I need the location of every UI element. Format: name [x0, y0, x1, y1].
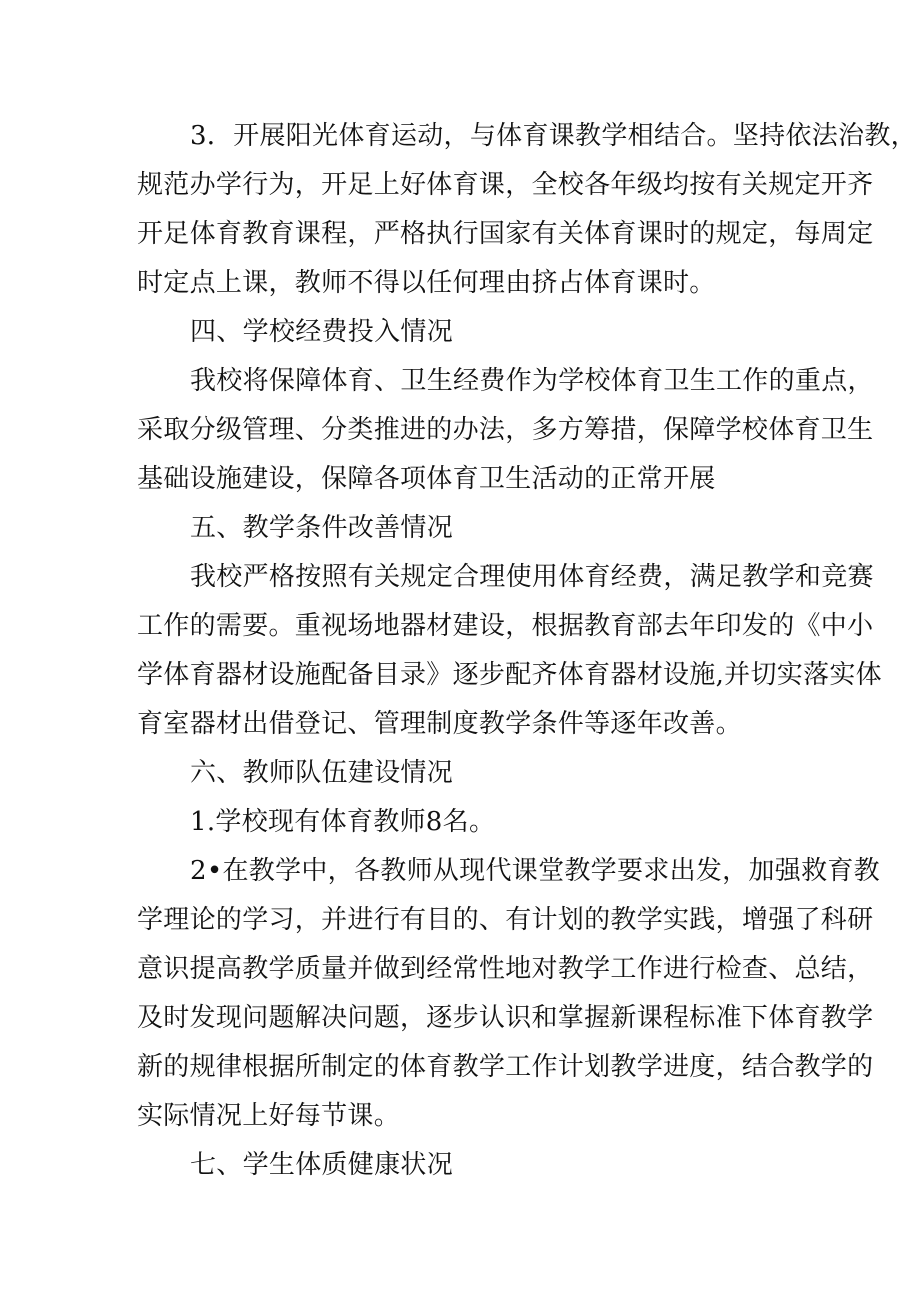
section-5-paragraph-line-4: 育室器材出借登记、管理制度教学条件等逐年改善。	[137, 709, 742, 739]
section-4-paragraph-line-3: 基础设施建设，保障各项体育卫生活动的正常开展	[137, 464, 716, 494]
paragraph-3-line-3: 开足体育教育课程，严格执行国家有关体育课时的规定，每周定	[137, 219, 874, 249]
paragraph-3-line-2: 规范办学行为，开足上好体育课，全校各年级均按有关规定开齐	[137, 170, 874, 200]
document-body	[137, 112, 917, 1190]
section-6-item-1: 1.学校现有体育教师8名。	[190, 807, 496, 837]
paragraph-3-line-4: 时定点上课，教师不得以任何理由挤占体育课时。	[137, 268, 716, 298]
section-5-paragraph-line-2: 工作的需要。重视场地器材建设，根据教育部去年印发的《中小	[137, 611, 874, 641]
section-6-item-2-line-2: 学理论的学习，并进行有目的、有计划的教学实践，增强了科研	[137, 905, 874, 935]
section-6-item-2-line-4: 及时发现问题解决问题，逐步认识和掌握新课程标准下体育教学	[137, 1003, 874, 1033]
section-4-paragraph-line-1: 我校将保障体育、卫生经费作为学校体育卫生工作的重点，	[190, 366, 874, 396]
section-5-paragraph-line-1: 我校严格按照有关规定合理使用体育经费，满足教学和竞赛	[190, 562, 874, 592]
section-5-paragraph-line-3: 学体育器材设施配备目录》逐步配齐体育器材设施,并切实落实体	[137, 660, 882, 690]
paragraph-3-line-1: 3．开展阳光体育运动，与体育课教学相结合。坚持依法治教，	[190, 121, 917, 151]
section-6-item-2-line-5: 新的规律根据所制定的体育教学工作计划教学进度，结合教学的	[137, 1052, 874, 1082]
section-4-paragraph-line-2: 采取分级管理、分类推进的办法，多方筹措，保障学校体育卫生	[137, 415, 874, 445]
section-heading-6: 六、教师队伍建设情况	[190, 758, 454, 788]
section-6-item-2-line-1: 2•在教学中，各教师从现代课堂教学要求出发，加强救育教	[190, 856, 880, 886]
section-6-item-2-line-3: 意识提高教学质量并做到经常性地对教学工作进行检查、总结，	[137, 954, 874, 984]
section-heading-7: 七、学生体质健康状况	[190, 1150, 454, 1180]
section-heading-4: 四、学校经费投入情况	[190, 317, 454, 347]
section-6-item-2-line-6: 实际情况上好每节课。	[137, 1101, 401, 1131]
section-heading-5: 五、教学条件改善情况	[190, 513, 454, 543]
